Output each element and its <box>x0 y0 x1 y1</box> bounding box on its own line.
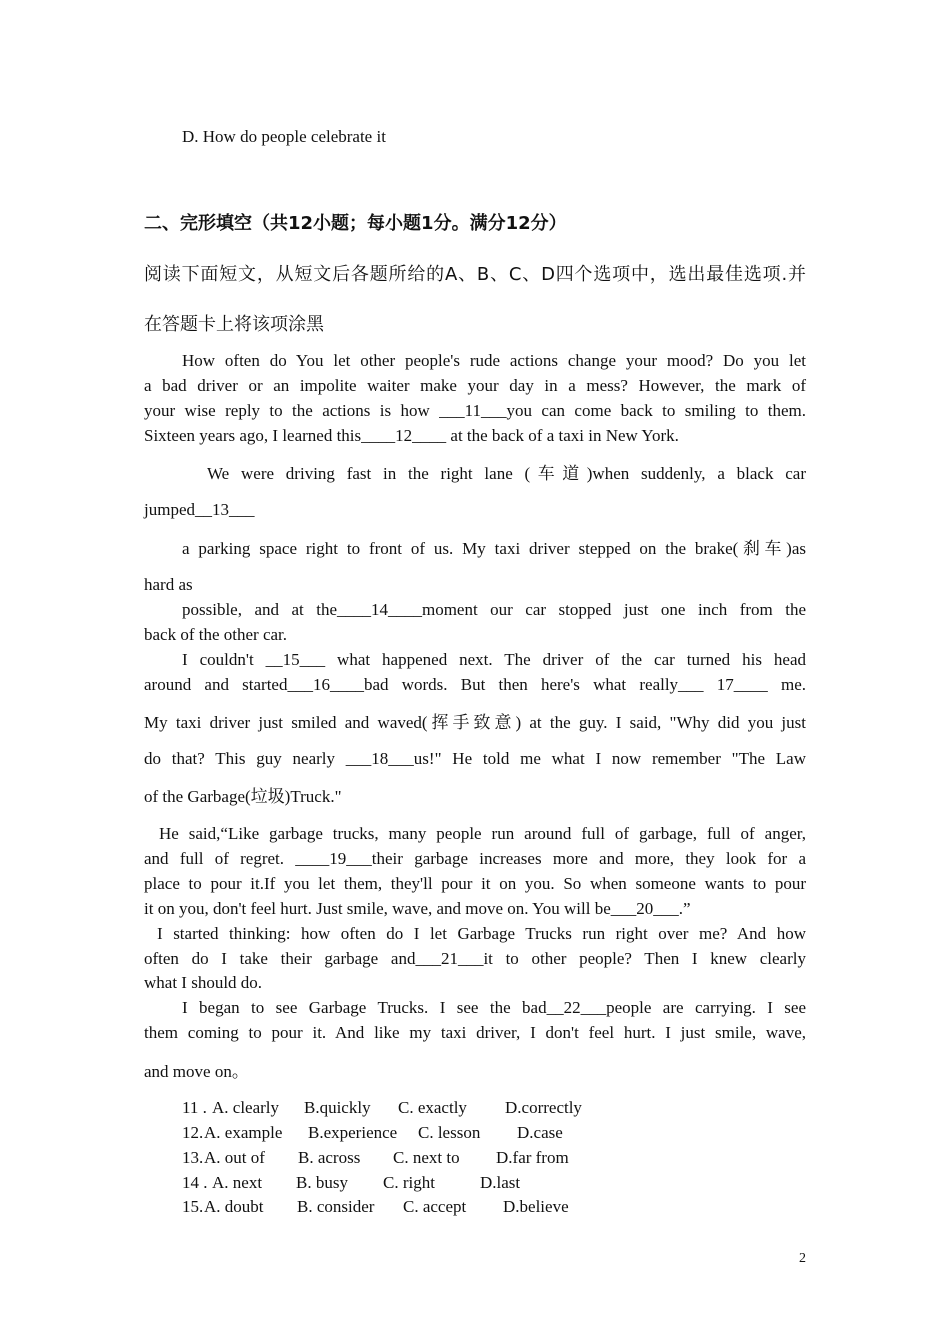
passage-line: it on you, don't feel hurt. Just smile, wave, and move on. You will be___20___.” <box>144 899 691 918</box>
page-number: 2 <box>799 1251 806 1266</box>
passage-line: of the Garbage(垃圾)Truck." <box>144 787 342 806</box>
passage-line: My taxi driver just smiled and waved(挥手致意) at the guy. I said, "Why did you just <box>144 713 806 732</box>
option-b: B. consider <box>297 1197 375 1216</box>
passage-line: a parking space right to front of us. My taxi driver stepped on the brake(刹车)as <box>182 539 806 558</box>
option-a: A. clearly <box>212 1098 280 1117</box>
option-d: D.last <box>480 1173 521 1192</box>
passage-line: hard as <box>144 575 193 594</box>
question-number: 12. <box>182 1123 204 1142</box>
option-c: C. exactly <box>398 1098 467 1117</box>
option-a: A. out of <box>204 1148 265 1167</box>
passage-line: How often do You let other people's rude actions change your mood? Do you let <box>182 351 806 370</box>
passage-line: what I should do. <box>144 973 263 992</box>
option-d: D.case <box>517 1123 563 1142</box>
option-c: C. lesson <box>418 1123 481 1142</box>
passage-line: place to pour it.If you let them, they'll pour it on you. So when someone wants to pour <box>144 874 806 893</box>
option-c: C. next to <box>393 1148 460 1167</box>
option-b: B. busy <box>296 1173 348 1192</box>
option-d: D.believe <box>503 1197 569 1216</box>
option-b: B.experience <box>308 1123 398 1142</box>
option-c: C. accept <box>403 1197 467 1216</box>
previous-question-option-d: D. How do people celebrate it <box>182 127 386 146</box>
passage-line: back of the other car. <box>144 625 288 644</box>
question-number: 15. <box>182 1197 204 1216</box>
passage-line: Sixteen years ago, I learned this____12____ at the back of a taxi in New York. <box>144 426 679 445</box>
question-number: 11 . <box>182 1098 207 1117</box>
passage-line: He said,“Like garbage trucks, many people run around full of garbage, full of anger, <box>159 824 806 843</box>
passage-line: them coming to pour it. And like my taxi driver, I don't feel hurt. I just smile, wave, <box>144 1023 806 1042</box>
passage-line: I couldn't __15___ what happened next. The driver of the car turned his head <box>182 650 806 669</box>
passage-line: jumped__13___ <box>144 500 255 519</box>
option-a: A. next <box>212 1173 263 1192</box>
instruction-line-2: 在答题卡上将该项涂黑 <box>144 314 324 335</box>
section-heading: 二、完形填空（共12小题；每小题1分。满分12分） <box>144 213 567 234</box>
question-number: 14 . <box>182 1173 208 1192</box>
instruction-line-1: 阅读下面短文，从短文后各题所给的A、B、C、D四个选项中，选出最佳选项.并 <box>144 264 806 285</box>
passage-line: around and started___16____bad words. But then here's what really___ 17____ me. <box>144 675 806 694</box>
option-a: A. example <box>204 1123 283 1142</box>
passage-line: often do I take their garbage and___21___it to other people? Then I knew clearly <box>144 949 806 968</box>
passage-line: possible, and at the____14____moment our car stopped just one inch from the <box>182 600 806 619</box>
passage-line: I began to see Garbage Trucks. I see the bad__22___people are carrying. I see <box>182 998 806 1017</box>
passage-line: your wise reply to the actions is how ___11___you can come back to smiling to them. <box>144 401 806 420</box>
option-d: D.far from <box>496 1148 569 1167</box>
passage-line: I started thinking: how often do I let Garbage Trucks run right over me? And how <box>157 924 806 943</box>
option-a: A. doubt <box>204 1197 264 1216</box>
option-d: D.correctly <box>505 1098 582 1117</box>
option-b: B. across <box>298 1148 361 1167</box>
question-number: 13. <box>182 1148 204 1167</box>
passage-line: and move on。 <box>144 1062 249 1081</box>
passage-line: We were driving fast in the right lane (车道)when suddenly, a black car <box>207 464 806 483</box>
passage-line: a bad driver or an impolite waiter make your day in a mess? However, the mark of <box>144 376 806 395</box>
passage-line: and full of regret. ____19___their garbage increases more and more, they look for a <box>144 849 806 868</box>
option-b: B.quickly <box>304 1098 371 1117</box>
option-c: C. right <box>383 1173 435 1192</box>
passage-line: do that? This guy nearly ___18___us!" He told me what I now remember "The Law <box>144 749 806 768</box>
